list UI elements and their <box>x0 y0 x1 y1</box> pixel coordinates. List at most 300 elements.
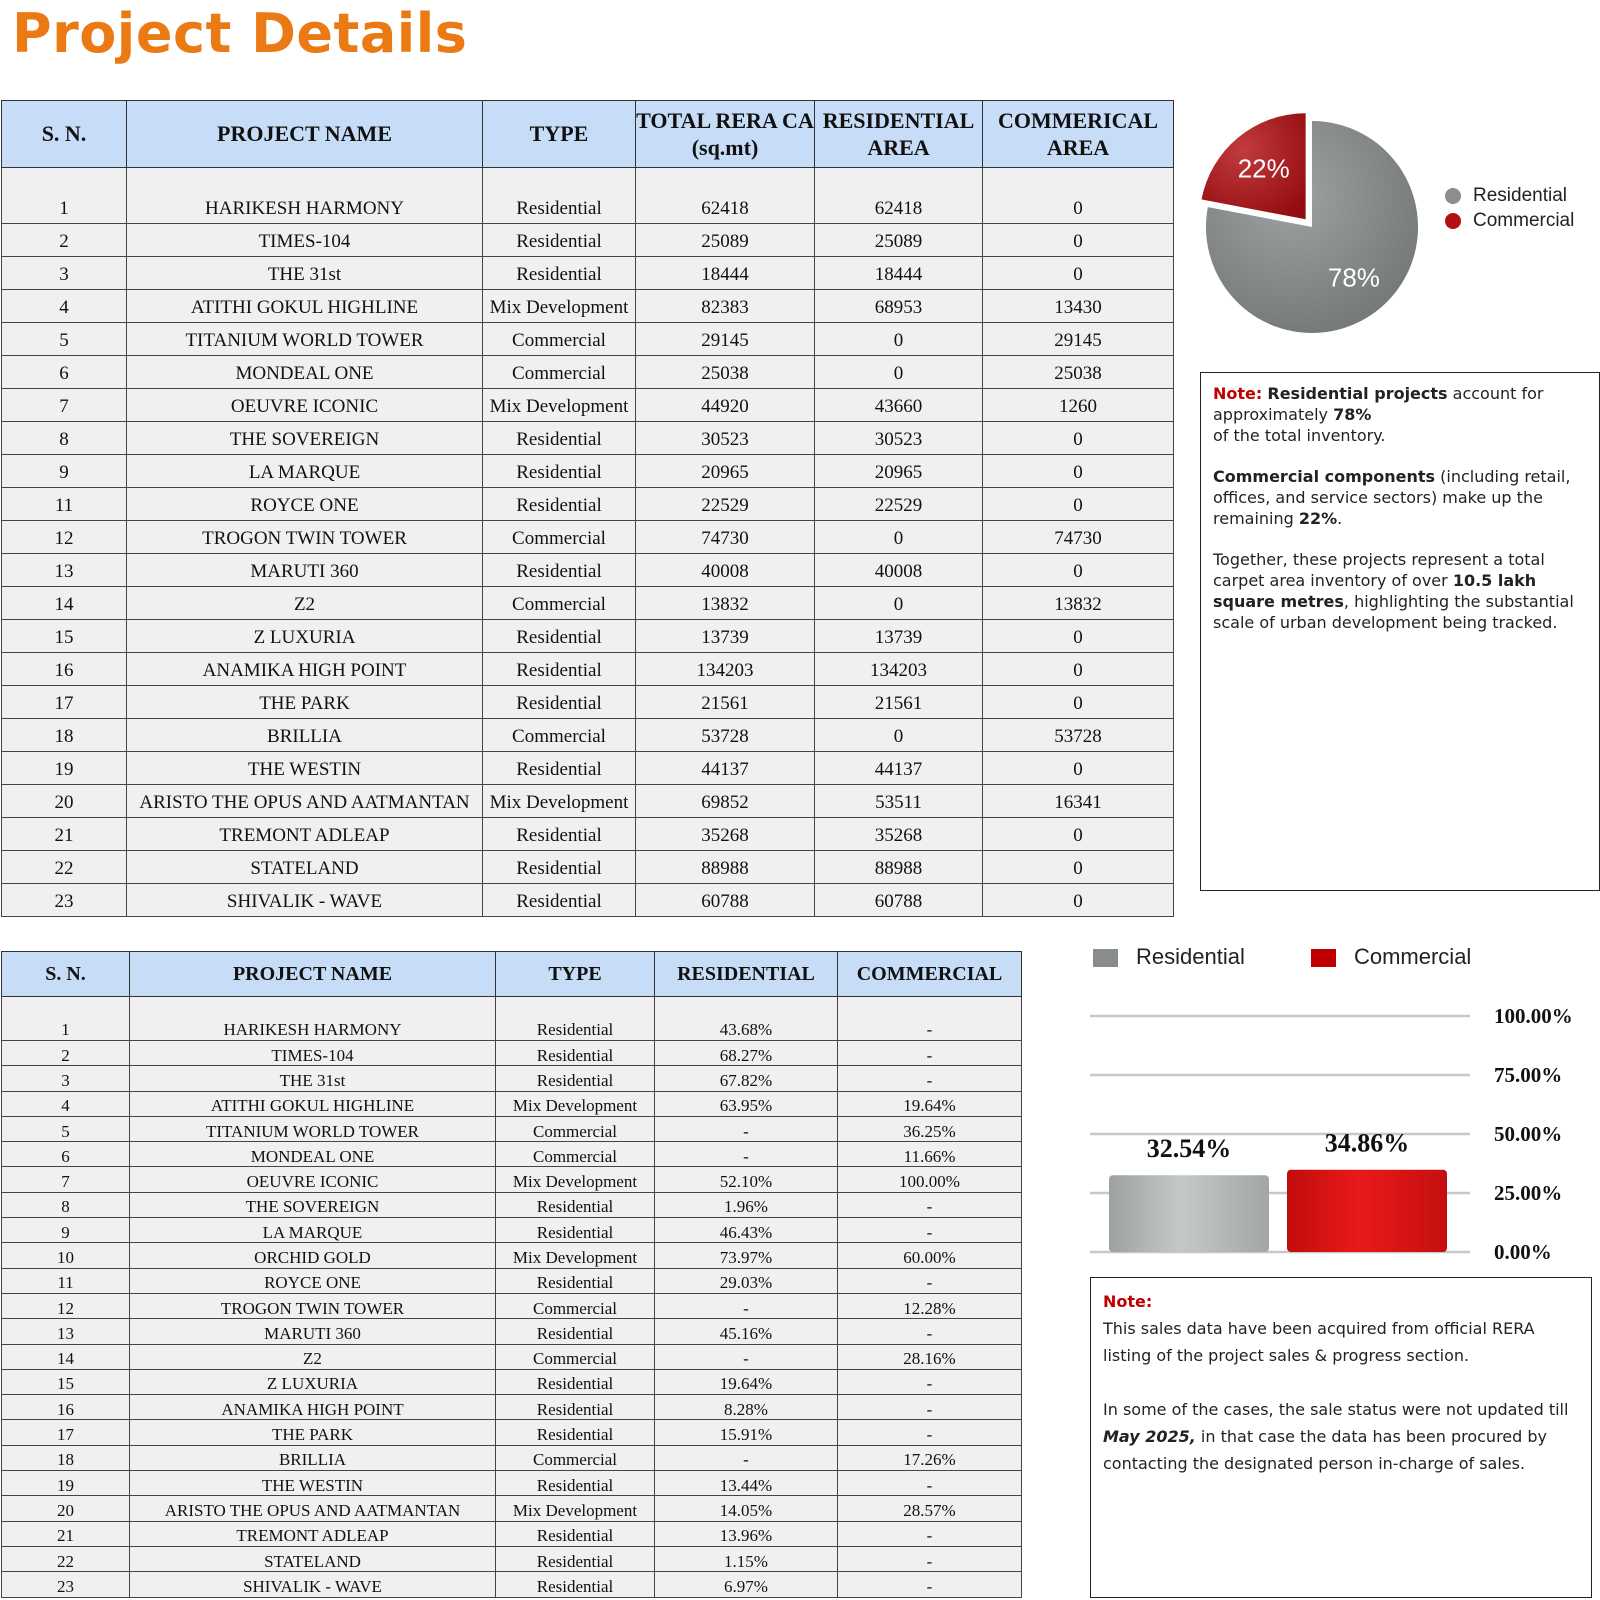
table-cell: 74730 <box>636 521 815 554</box>
table-row <box>2 488 1174 521</box>
table-row <box>2 884 1174 917</box>
table-cell: 0 <box>983 686 1174 719</box>
column-header: COMMERCIAL <box>838 952 1022 997</box>
table-cell: 20 <box>2 1496 130 1521</box>
residential-swatch-icon <box>1093 949 1118 967</box>
note-text: , highlighting the substantial scale of urban development being tracked. <box>1213 592 1574 632</box>
table-cell: 21 <box>2 818 127 851</box>
table-cell: 6 <box>2 356 127 389</box>
table-cell: Z LUXURIA <box>130 1369 496 1394</box>
table-cell: ATITHI GOKUL HIGHLINE <box>130 1091 496 1116</box>
table-cell: Mix Development <box>483 290 636 323</box>
table-cell: 44920 <box>636 389 815 422</box>
table-row <box>2 455 1174 488</box>
commercial-swatch-icon <box>1311 949 1336 967</box>
table-row <box>2 356 1174 389</box>
table-row <box>2 1268 1022 1293</box>
table-row <box>2 1293 1022 1318</box>
table-cell: 4 <box>2 290 127 323</box>
table-cell: 0 <box>983 851 1174 884</box>
table-cell: - <box>838 1572 1022 1597</box>
table-row <box>2 1546 1022 1571</box>
table-cell: 29145 <box>983 323 1174 356</box>
table-cell: 25038 <box>983 356 1174 389</box>
table-row <box>2 1344 1022 1369</box>
table-cell: ROYCE ONE <box>130 1268 496 1293</box>
table-cell: TIMES-104 <box>127 224 483 257</box>
table-cell: TITANIUM WORLD TOWER <box>127 323 483 356</box>
table-cell: Commercial <box>496 1293 655 1318</box>
table-cell: - <box>838 997 1022 1041</box>
table-row <box>2 1369 1022 1394</box>
sales-percentage-table <box>1 951 1022 1598</box>
table-row <box>2 997 1022 1041</box>
y-tick-label: 75.00% <box>1494 1063 1563 1087</box>
table-cell: - <box>838 1268 1022 1293</box>
table-cell: Commercial <box>496 1344 655 1369</box>
y-tick-label: 50.00% <box>1494 1122 1563 1146</box>
table-header-row <box>2 952 1022 997</box>
note-text: (including retail, offices, and service sectors) make up the remaining <box>1213 467 1571 528</box>
table-cell: - <box>655 1116 838 1141</box>
table-cell: 20965 <box>815 455 983 488</box>
table-cell: 40008 <box>636 554 815 587</box>
table-row <box>2 1192 1022 1217</box>
table-row <box>2 620 1174 653</box>
table-cell: 8 <box>2 1192 130 1217</box>
table-cell: Residential <box>483 455 636 488</box>
table-cell: TIMES-104 <box>130 1041 496 1066</box>
table-cell: 13739 <box>815 620 983 653</box>
table-cell: OEUVRE ICONIC <box>127 389 483 422</box>
table-row <box>2 818 1174 851</box>
legend-label: Commercial <box>1353 944 1472 969</box>
table-cell: 13 <box>2 1319 130 1344</box>
note-bold: 22% <box>1298 509 1338 528</box>
table-cell: LA MARQUE <box>127 455 483 488</box>
table-cell: 0 <box>815 356 983 389</box>
table-cell: 68953 <box>815 290 983 323</box>
table-cell: 11 <box>2 1268 130 1293</box>
table-cell: 19 <box>2 752 127 785</box>
table-cell: 1260 <box>983 389 1174 422</box>
table-cell: Residential <box>496 1471 655 1496</box>
table-cell: Residential <box>496 1395 655 1420</box>
project-area-table <box>1 100 1174 917</box>
column-header: S. N. <box>2 101 127 168</box>
table-cell: THE WESTIN <box>127 752 483 785</box>
table-cell: Residential <box>496 1041 655 1066</box>
note-text: of the total inventory. <box>1213 426 1386 445</box>
table-cell: 13 <box>2 554 127 587</box>
table-cell: 0 <box>983 168 1174 224</box>
table-cell: 14.05% <box>655 1496 838 1521</box>
table-cell: Residential <box>483 224 636 257</box>
table-cell: 82383 <box>636 290 815 323</box>
table-cell: 60788 <box>636 884 815 917</box>
table-cell: 1 <box>2 997 130 1041</box>
table-cell: 16 <box>2 1395 130 1420</box>
table-cell: 68.27% <box>655 1041 838 1066</box>
table-cell: 40008 <box>815 554 983 587</box>
table-cell: - <box>838 1319 1022 1344</box>
table-cell: 46.43% <box>655 1218 838 1243</box>
table-cell: 5 <box>2 1116 130 1141</box>
table-cell: 14 <box>2 1344 130 1369</box>
table-cell: 0 <box>983 422 1174 455</box>
table-cell: 88988 <box>815 851 983 884</box>
table-cell: 10 <box>2 1243 130 1268</box>
table-cell: 22 <box>2 1546 130 1571</box>
table-cell: 20 <box>2 785 127 818</box>
table-cell: - <box>838 1395 1022 1420</box>
note-bold: May 2025, <box>1103 1427 1196 1446</box>
table-cell: 53728 <box>983 719 1174 752</box>
table-cell: 1 <box>2 168 127 224</box>
note-bold: Residential projects <box>1267 384 1448 403</box>
table-cell: 23 <box>2 884 127 917</box>
table-row <box>2 1471 1022 1496</box>
table-cell: 9 <box>2 1218 130 1243</box>
table-row <box>2 389 1174 422</box>
table-cell: 0 <box>983 224 1174 257</box>
sales-data-note <box>1090 1277 1592 1598</box>
table-cell: BRILLIA <box>127 719 483 752</box>
table-cell: 18 <box>2 719 127 752</box>
table-cell: Residential <box>483 257 636 290</box>
table-cell: - <box>838 1369 1022 1394</box>
table-cell: - <box>838 1420 1022 1445</box>
table-cell: 13739 <box>636 620 815 653</box>
table-cell: 22529 <box>815 488 983 521</box>
table-cell: 35268 <box>815 818 983 851</box>
bar-residential-value-label: 32.54% <box>1146 1134 1232 1164</box>
table-row <box>2 587 1174 620</box>
table-cell: Mix Development <box>496 1091 655 1116</box>
table-cell: 60.00% <box>838 1243 1022 1268</box>
table-cell: 0 <box>815 323 983 356</box>
table-cell: ARISTO THE OPUS AND AATMANTAN <box>130 1496 496 1521</box>
table-cell: - <box>655 1445 838 1470</box>
table-cell: 18 <box>2 1445 130 1470</box>
table-cell: 19.64% <box>838 1091 1022 1116</box>
table-cell: Residential <box>483 884 636 917</box>
table-cell: 21 <box>2 1521 130 1546</box>
table-cell: Residential <box>496 1192 655 1217</box>
table-cell: Commercial <box>483 356 636 389</box>
table-cell: STATELAND <box>127 851 483 884</box>
inventory-note <box>1200 372 1600 891</box>
table-cell: Residential <box>496 1521 655 1546</box>
table-cell: Residential <box>496 1319 655 1344</box>
table-cell: Residential <box>496 1420 655 1445</box>
bar-commercial <box>1287 1170 1447 1252</box>
table-cell: 0 <box>983 653 1174 686</box>
table-cell: 22529 <box>636 488 815 521</box>
note-paragraph <box>1213 383 1587 446</box>
note-text: Together, these projects represent a total carpet area inventory of over <box>1213 550 1545 590</box>
table-cell: MONDEAL ONE <box>130 1142 496 1167</box>
table-cell: Commercial <box>496 1445 655 1470</box>
table-cell: ATITHI GOKUL HIGHLINE <box>127 290 483 323</box>
table-cell: Commercial <box>496 1142 655 1167</box>
table-cell: Residential <box>483 554 636 587</box>
table-cell: Residential <box>496 1572 655 1597</box>
table-cell: 19.64% <box>655 1369 838 1394</box>
table-cell: 17 <box>2 1420 130 1445</box>
commercial-swatch-icon <box>1445 213 1461 229</box>
table-cell: ANAMIKA HIGH POINT <box>127 653 483 686</box>
table-cell: 14 <box>2 587 127 620</box>
table-cell: - <box>838 1066 1022 1091</box>
table-cell: 100.00% <box>838 1167 1022 1192</box>
table-cell: TROGON TWIN TOWER <box>127 521 483 554</box>
table-cell: THE WESTIN <box>130 1471 496 1496</box>
note-label: Note: <box>1213 384 1263 403</box>
table-row <box>2 1572 1022 1597</box>
table-cell: 15 <box>2 620 127 653</box>
table-cell: 43.68% <box>655 997 838 1041</box>
table-cell: Z LUXURIA <box>127 620 483 653</box>
note-bold: 10.5 lakh square metres <box>1213 571 1537 611</box>
table-cell: THE SOVEREIGN <box>127 422 483 455</box>
table-row <box>2 752 1174 785</box>
bar-residential <box>1109 1175 1269 1252</box>
table-row <box>2 1066 1022 1091</box>
legend-label: Residential <box>1136 944 1245 969</box>
table-cell: 0 <box>983 752 1174 785</box>
note-label: Note: <box>1103 1292 1153 1311</box>
table-cell: 5 <box>2 323 127 356</box>
table-cell: MARUTI 360 <box>130 1319 496 1344</box>
table-cell: - <box>655 1293 838 1318</box>
table-cell: 0 <box>815 719 983 752</box>
table-cell: MONDEAL ONE <box>127 356 483 389</box>
table-cell: 44137 <box>815 752 983 785</box>
legend-label: Residential <box>1473 185 1567 206</box>
table-cell: THE 31st <box>127 257 483 290</box>
table-row <box>2 1496 1022 1521</box>
column-header: PROJECT NAME <box>130 952 496 997</box>
table-cell: Commercial <box>496 1116 655 1141</box>
table-cell: 29.03% <box>655 1268 838 1293</box>
table-cell: 0 <box>983 884 1174 917</box>
bar-commercial-value-label: 34.86% <box>1324 1128 1410 1158</box>
table-cell: Residential <box>483 422 636 455</box>
table-cell: Commercial <box>483 587 636 620</box>
y-tick-label: 25.00% <box>1494 1181 1563 1205</box>
table-cell: - <box>838 1546 1022 1571</box>
table-cell: Mix Development <box>496 1167 655 1192</box>
table-cell: Commercial <box>483 521 636 554</box>
table-cell: 6.97% <box>655 1572 838 1597</box>
table-cell: - <box>655 1344 838 1369</box>
column-header: TYPE <box>483 101 636 168</box>
table-row <box>2 521 1174 554</box>
table-cell: Residential <box>496 997 655 1041</box>
table-cell: TROGON TWIN TOWER <box>130 1293 496 1318</box>
table-cell: STATELAND <box>130 1546 496 1571</box>
table-cell: SHIVALIK - WAVE <box>127 884 483 917</box>
table-header-row <box>2 101 1174 168</box>
table-row <box>2 323 1174 356</box>
table-cell: 30523 <box>636 422 815 455</box>
table-cell: ANAMIKA HIGH POINT <box>130 1395 496 1420</box>
table-cell: 0 <box>815 587 983 620</box>
note-paragraph: This sales data have been acquired from official RERA listing of the project sales & progress section. <box>1103 1319 1535 1365</box>
table-row <box>2 1521 1022 1546</box>
table-row <box>2 422 1174 455</box>
pie-legend <box>1445 183 1574 233</box>
table-cell: Mix Development <box>483 389 636 422</box>
pie-chart <box>1185 95 1425 345</box>
table-cell: 73.97% <box>655 1243 838 1268</box>
table-cell: THE PARK <box>127 686 483 719</box>
table-cell: 17 <box>2 686 127 719</box>
table-row <box>2 554 1174 587</box>
table-cell: LA MARQUE <box>130 1218 496 1243</box>
column-header: RESIDENTIAL <box>655 952 838 997</box>
note-text: . <box>1337 509 1343 528</box>
table-cell: - <box>838 1192 1022 1217</box>
table-cell: 52.10% <box>655 1167 838 1192</box>
note-text: in that case the data has been procured by contacting the designated person in-charge of sales. <box>1103 1427 1547 1473</box>
table-cell: Residential <box>483 620 636 653</box>
table-cell: THE SOVEREIGN <box>130 1192 496 1217</box>
note-paragraph <box>1213 549 1587 633</box>
table-cell: THE PARK <box>130 1420 496 1445</box>
table-cell: 62418 <box>815 168 983 224</box>
table-cell: Residential <box>496 1066 655 1091</box>
note-text: In some of the cases, the sale status were not updated till <box>1103 1400 1569 1419</box>
legend-label: Commercial <box>1473 210 1575 231</box>
column-header: S. N. <box>2 952 130 997</box>
table-cell: 13832 <box>636 587 815 620</box>
table-cell: 62418 <box>636 168 815 224</box>
legend-item-commercial <box>1311 944 1471 969</box>
table-cell: 18444 <box>815 257 983 290</box>
table-cell: Commercial <box>483 323 636 356</box>
table-cell: 29145 <box>636 323 815 356</box>
table-cell: 0 <box>983 620 1174 653</box>
table-cell: Residential <box>483 818 636 851</box>
table-cell: 4 <box>2 1091 130 1116</box>
table-cell: Residential <box>483 851 636 884</box>
table-cell: 36.25% <box>838 1116 1022 1141</box>
table-cell: - <box>838 1521 1022 1546</box>
table-cell: Mix Development <box>496 1496 655 1521</box>
table-cell: 44137 <box>636 752 815 785</box>
table-cell: 2 <box>2 1041 130 1066</box>
table-cell: ROYCE ONE <box>127 488 483 521</box>
table-cell: 134203 <box>636 653 815 686</box>
table-cell: 60788 <box>815 884 983 917</box>
table-cell: ARISTO THE OPUS AND AATMANTAN <box>127 785 483 818</box>
table-cell: Residential <box>483 488 636 521</box>
note-bold: Commercial components <box>1213 467 1436 486</box>
table-row <box>2 224 1174 257</box>
table-cell: 21561 <box>636 686 815 719</box>
table-cell: 15.91% <box>655 1420 838 1445</box>
table-cell: 15 <box>2 1369 130 1394</box>
table-row <box>2 719 1174 752</box>
note-bold: 78% <box>1333 405 1372 424</box>
table-cell: 45.16% <box>655 1319 838 1344</box>
table-cell: 11 <box>2 488 127 521</box>
table-row <box>2 168 1174 224</box>
table-cell: 18444 <box>636 257 815 290</box>
y-tick-label: 0.00% <box>1494 1240 1552 1264</box>
column-header: COMMERICAL AREA <box>983 101 1174 168</box>
table-cell: 9 <box>2 455 127 488</box>
table-cell: 0 <box>983 554 1174 587</box>
table-row <box>2 1142 1022 1167</box>
table-cell: 63.95% <box>655 1091 838 1116</box>
note-paragraph <box>1213 466 1587 529</box>
table-cell: - <box>838 1218 1022 1243</box>
table-row <box>2 785 1174 818</box>
table-row <box>2 1167 1022 1192</box>
table-cell: 12 <box>2 1293 130 1318</box>
table-cell: 13832 <box>983 587 1174 620</box>
table-cell: THE 31st <box>130 1066 496 1091</box>
table-cell: 22 <box>2 851 127 884</box>
table-cell: 2 <box>2 224 127 257</box>
table-cell: 30523 <box>815 422 983 455</box>
table-row <box>2 1116 1022 1141</box>
bar-legend <box>1093 944 1471 970</box>
table-cell: 11.66% <box>838 1142 1022 1167</box>
table-cell: OEUVRE ICONIC <box>130 1167 496 1192</box>
table-cell: 0 <box>983 455 1174 488</box>
table-cell: 0 <box>983 257 1174 290</box>
column-header: TOTAL RERA CA (sq.mt) <box>636 101 815 168</box>
table-cell: Mix Development <box>483 785 636 818</box>
table-cell: 7 <box>2 389 127 422</box>
table-cell: 12 <box>2 521 127 554</box>
table-cell: 23 <box>2 1572 130 1597</box>
table-cell: Z2 <box>130 1344 496 1369</box>
table-cell: 16341 <box>983 785 1174 818</box>
table-cell: 134203 <box>815 653 983 686</box>
table-cell: 74730 <box>983 521 1174 554</box>
table-row <box>2 257 1174 290</box>
table-cell: Commercial <box>483 719 636 752</box>
table-cell: TREMONT ADLEAP <box>127 818 483 851</box>
table-cell: 25089 <box>815 224 983 257</box>
table-row <box>2 851 1174 884</box>
column-header: PROJECT NAME <box>127 101 483 168</box>
table-row <box>2 1243 1022 1268</box>
table-cell: Residential <box>496 1268 655 1293</box>
table-cell: 88988 <box>636 851 815 884</box>
table-row <box>2 686 1174 719</box>
column-header: TYPE <box>496 952 655 997</box>
table-cell: 1.96% <box>655 1192 838 1217</box>
table-cell: Residential <box>483 686 636 719</box>
table-cell: 16 <box>2 653 127 686</box>
table-cell: MARUTI 360 <box>127 554 483 587</box>
bar-chart <box>1080 980 1600 1270</box>
table-cell: SHIVALIK - WAVE <box>130 1572 496 1597</box>
table-cell: 6 <box>2 1142 130 1167</box>
table-cell: 43660 <box>815 389 983 422</box>
table-cell: 0 <box>983 488 1174 521</box>
table-cell: TITANIUM WORLD TOWER <box>130 1116 496 1141</box>
pie-label-residential: 78% <box>1327 262 1380 293</box>
table-cell: Residential <box>496 1546 655 1571</box>
table-cell: 0 <box>983 818 1174 851</box>
